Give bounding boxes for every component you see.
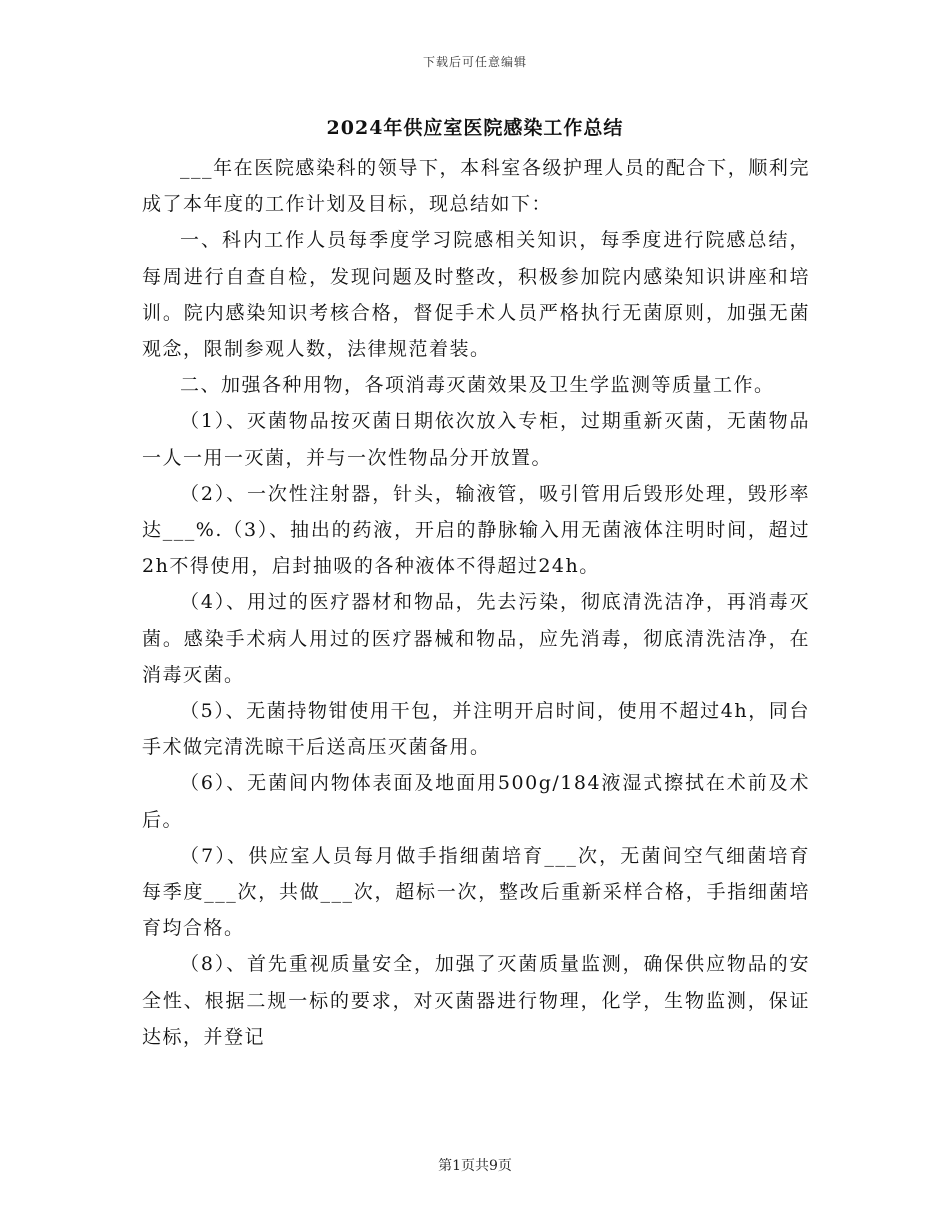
paragraph-item-1: （1）、灭菌物品按灭菌日期依次放入专柜，过期重新灭菌，无菌物品一人一用一灭菌，并与一次性物品分开放置。 [142, 410, 810, 469]
paragraph-section-2: 二、加强各种用物，各项消毒灭菌效果及卫生学监测等质量工作。 [180, 374, 775, 397]
paragraph-item-2-3: （2）、一次性注射器，针头，输液管，吸引管用后毁形处理，毁形率达___%.（3）、抽出的药液，开启的静脉输入用无菌液体注明时间，超过2h不得使用，启封抽吸的各种液体不得超过24h。 [142, 482, 810, 578]
page-header-note: 下载后可任意编辑 [422, 55, 527, 69]
paragraph-item-4: （4）、用过的医疗器材和物品，先去污染，彻底清洗洁净，再消毒灭菌。感染手术病人用过的医疗器械和物品，应先消毒，彻底清洗洁净，在消毒灭菌。 [142, 591, 810, 686]
paragraph-item-6: （6）、无菌间内物体表面及地面用500g/184液湿式擦拭在术前及术后。 [142, 772, 810, 831]
paragraph-item-7: （7）、供应室人员每月做手指细菌培育___次，无菌间空气细菌培育每季度___次，共做___次，超标一次，整改后重新采样合格，手指细菌培育均合格。 [142, 844, 810, 940]
page-footer-number: 第1页共9页 [438, 1158, 512, 1174]
document-body [142, 150, 810, 1055]
document-title: 2024年供应室医院感染工作总结 [326, 117, 624, 139]
paragraph-item-5: （5）、无菌持物钳使用干包，并注明开启时间，使用不超过4h，同台手术做完清洗晾干后送高压灭菌备用。 [142, 700, 810, 759]
paragraph-item-8: （8）、首先重视质量安全，加强了灭菌质量监测，确保供应物品的安全性、根据二规一标的要求，对灭菌器进行物理，化学，生物监测，保证达标，并登记 [142, 953, 810, 1048]
paragraph-intro: ___年在医院感染科的领导下，本科室各级护理人员的配合下，顺利完成了本年度的工作计划及目标，现总结如下： [142, 157, 810, 216]
paragraph-section-1: 一、科内工作人员每季度学习院感相关知识，每季度进行院感总结，每周进行自查自检，发现问题及时整改，积极参加院内感染知识讲座和培训。院内感染知识考核合格，督促手术人员严格执行无菌原则，加强无菌观念，限制参观人数，法律规范着装。 [142, 229, 810, 361]
